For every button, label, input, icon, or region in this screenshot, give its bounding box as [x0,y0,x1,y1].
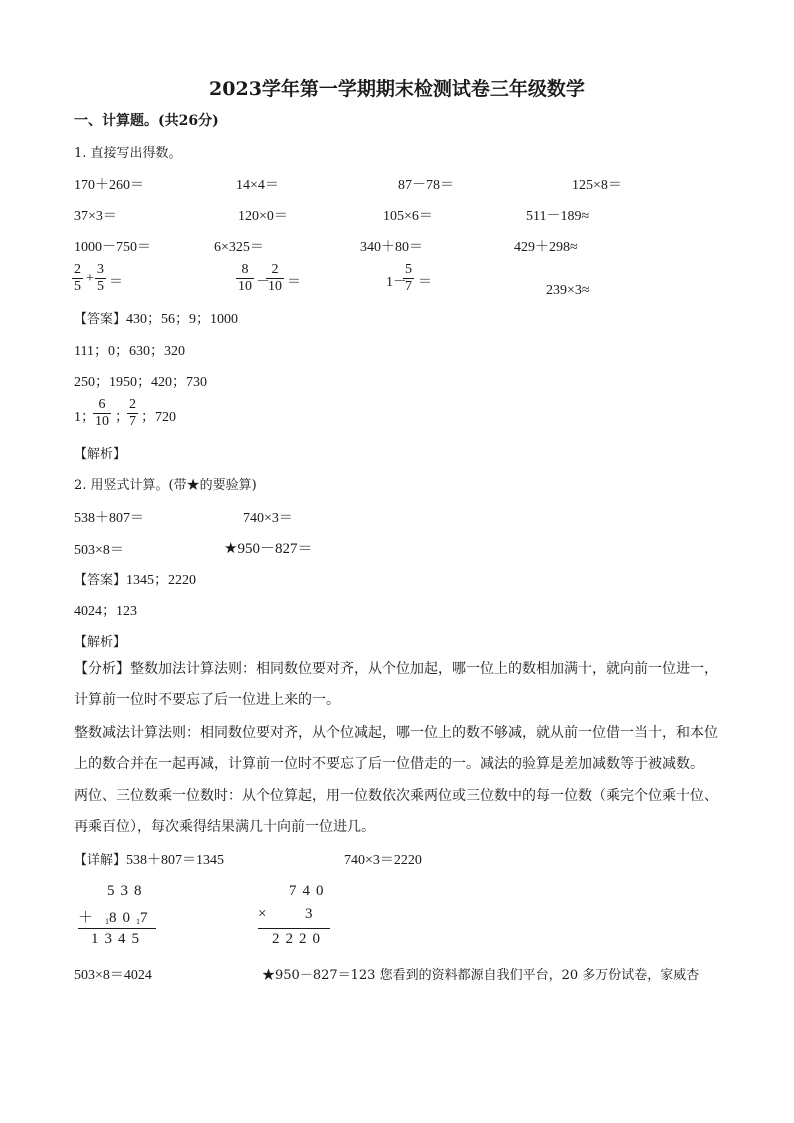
detail-tag: 【详解】 [74,853,127,868]
q1-item: 37×3＝ [74,209,117,224]
question-2-label: 2. 用竖式计算。(带★的要验算) [74,478,257,493]
operator: ＝ [418,275,432,290]
answer-line: 250；1950；420；730 [74,375,207,390]
q1-item: 170＋260＝ [74,178,144,193]
answer-line: ；720 [141,410,176,425]
fraction-numerator: 2 [271,262,279,277]
fraction-numerator: 6 [98,397,106,412]
section-heading: 一、计算题。(共26分) [74,113,219,129]
q2-item: 503×8＝ [74,543,124,558]
paragraph-text: 整数加法计算法则：相同数位要对齐，从个位加起，哪一位上的数相加满十，就向前一位进一， [130,661,718,677]
vertical-add-result: 1345 [91,931,145,947]
q1-item: 120×0＝ [238,209,288,224]
answer-tag: 【答案】 [74,573,127,588]
q1-item: 340＋80＝ [360,240,423,255]
carry-digit: 1 [136,917,141,926]
fraction-denominator: 10 [238,279,252,294]
vertical-add-top: 538 [107,883,148,899]
detail-equation: ★950－827＝123 您看到的资料都源自我们平台，20 多万份试卷，家威杏 [262,968,700,983]
q1-item: 1000－750＝ [74,240,151,255]
fraction-denominator: 5 [74,279,81,294]
question-1-label: 1. 直接写出得数。 [74,146,182,161]
fraction-numerator: 3 [97,262,104,277]
q1-item: 6×325＝ [214,240,264,255]
fraction [95,262,106,295]
analysis-paragraph [74,656,718,682]
fraction-numerator: 2 [129,397,136,412]
operator: × [258,906,273,922]
analysis-tag: 【解析】 [74,447,127,462]
separator: ； [115,410,129,425]
answer-line [74,308,238,328]
detail-equation: 740×3＝2220 [344,853,422,868]
fraction-numerator: 2 [74,262,81,277]
detail-equation: 503×8＝4024 [74,968,152,983]
answer-line: 4024；123 [74,604,137,619]
vertical-add-rule [78,928,156,929]
fraction-numerator: 5 [405,262,412,277]
carry-digit: 1 [105,917,110,926]
fenxi-tag: 【分析】 [74,661,130,677]
digit: 0 [122,910,137,926]
fraction-denominator: 7 [405,279,412,294]
paragraph-text: 上的数合并在一起再减，计算前一位时不要忘了后一位借走的一。减法的验算是差加减数等于被减数。 [74,756,704,772]
q1-item: 511－189≈ [526,209,590,224]
vertical-mul-bottom: 3 [305,906,319,922]
digit: 7 [140,910,154,926]
operator: ＋ [78,910,94,926]
paragraph-text: 再乘百位），每次乘得结果满几十向前一位进几。 [74,819,375,835]
q2-item: ★950－827＝ [224,541,313,557]
paragraph-text: 两位、三位数乘一位数时：从个位算起，用一位数依次乘两位或三位数中的每一位数（乘完个位乘十位、 [74,788,718,804]
answer-line [74,569,196,589]
q1-item: 239×3≈ [546,283,590,298]
q1-item: 87－78＝ [398,178,454,193]
vertical-mul-rule [258,928,330,929]
operator: ＝ [287,275,301,290]
vertical-mul-result: 2220 [272,931,326,947]
q1-item: 429＋298≈ [514,240,578,255]
fraction [72,262,83,295]
fraction [93,397,111,430]
fraction-denominator: 10 [95,414,109,429]
vertical-mul-top: 740 [289,883,330,899]
answer-values: 430；56；9；1000 [126,312,239,327]
analysis-tag: 【解析】 [74,635,127,650]
fraction [127,397,138,430]
fraction-denominator: 10 [268,279,282,294]
answer-line: 111；0；630；320 [74,344,185,359]
fraction [236,262,254,295]
paragraph-text: 计算前一位时不要忘了后一位进上来的一。 [74,692,340,708]
paragraph-text: 整数减法计算法则：相同数位要对齐，从个位减起，哪一位上的数不够减，就从前一位借一当十，和本位 [74,725,718,741]
answer-tag: 【答案】 [74,312,127,327]
fraction [266,262,284,295]
fraction-denominator: 7 [129,414,136,429]
answer-line: 1； [74,410,95,425]
answer-values: 1345；2220 [126,573,197,588]
q2-item: 538＋807＝ [74,511,144,526]
operator: + [86,271,94,286]
q1-item: 14×4＝ [236,178,279,193]
q2-item: 740×3＝ [243,511,293,526]
page-title: 2023学年第一学期期末检测试卷三年级数学 [209,78,585,100]
fraction-numerator: 8 [241,262,249,277]
q1-item: 125×8＝ [572,178,622,193]
digit: 8 [109,910,123,926]
q1-item: 1－ [386,275,407,290]
fraction-denominator: 5 [97,279,104,294]
detail-line [74,849,224,869]
q1-item: 105×6＝ [383,209,433,224]
operator: ＝ [109,275,123,290]
detail-equation: 538＋807＝1345 [126,853,225,868]
vertical-add-operand [78,906,154,927]
fraction [403,262,414,295]
operator: － [256,275,270,290]
